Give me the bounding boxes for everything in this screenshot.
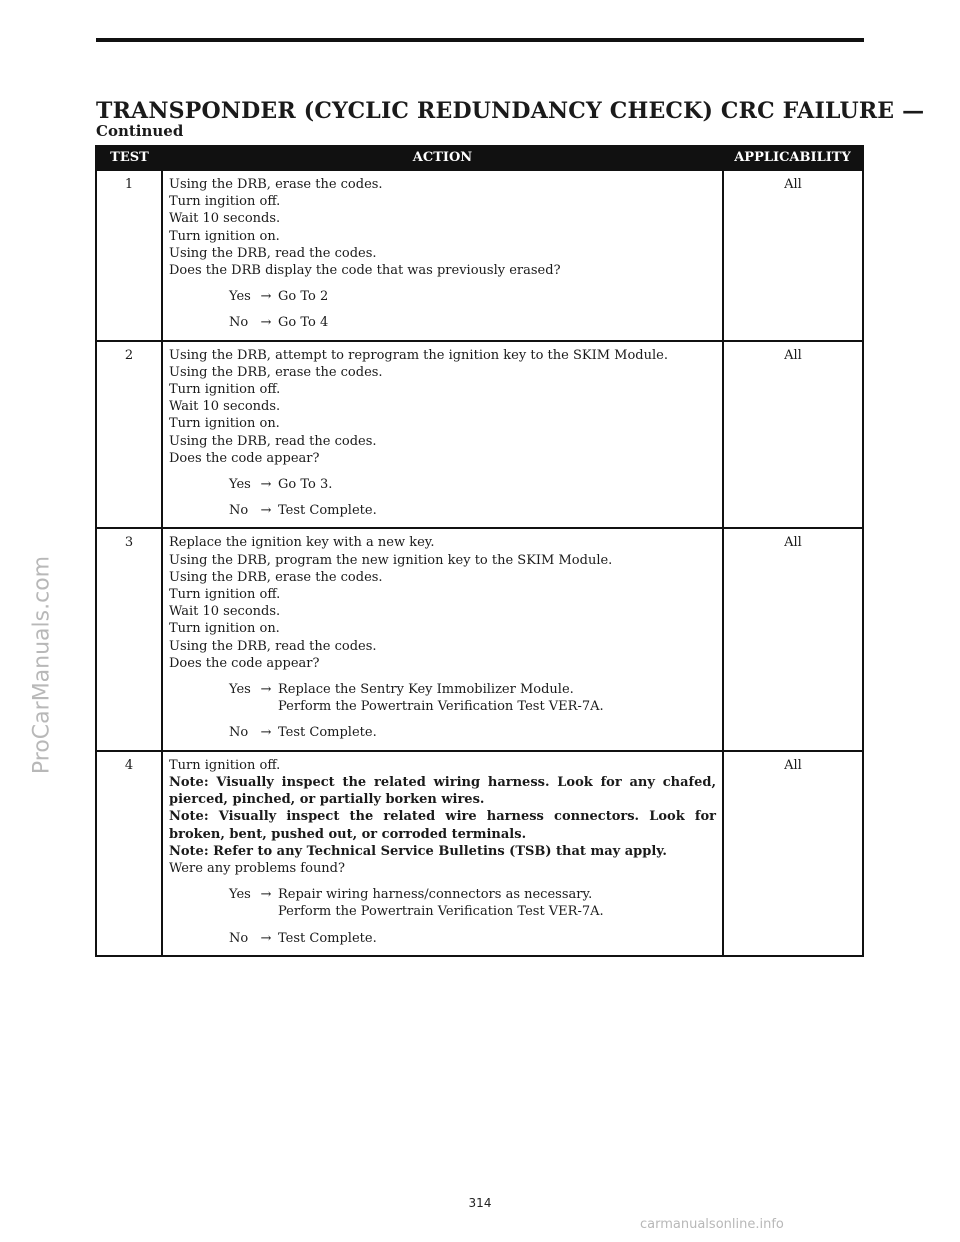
result-action-line: Go To 2: [278, 289, 329, 305]
arrow-right-icon: →: [260, 477, 272, 493]
table-header-row: [96, 146, 863, 170]
result-action: [278, 681, 604, 715]
header-test: TEST: [96, 146, 162, 170]
result-yes: [169, 886, 716, 920]
action-cell: [162, 341, 723, 529]
result-action-line: Test Complete.: [278, 725, 377, 741]
action-step: Wait 10 seconds.: [169, 211, 281, 227]
result-action-line: Go To 3.: [278, 477, 333, 493]
test-number: 1: [96, 170, 162, 341]
action-step: Replace the ignition key with a new key.: [169, 535, 435, 551]
action-step: Using the DRB, erase the codes.: [169, 569, 383, 585]
result-answer: Yes: [229, 477, 251, 493]
bottom-watermark: carmanualsonline.info: [640, 1217, 784, 1232]
result-list: [169, 886, 716, 947]
action-step: Does the DRB display the code that was previously erased?: [169, 263, 561, 279]
table-row: [96, 751, 863, 956]
applicability-cell: All: [723, 341, 863, 529]
result-answer: Yes: [229, 682, 251, 698]
action-step: Using the DRB, attempt to reprogram the ignition key to the SKIM Module.: [169, 347, 668, 363]
action-step: Using the DRB, read the codes.: [169, 245, 377, 261]
action-step: Turn ignition off.: [169, 757, 281, 773]
applicability-cell: All: [723, 528, 863, 750]
arrow-right-icon: →: [260, 289, 272, 305]
result-action-line: Go To 4: [278, 315, 329, 331]
applicability-cell: All: [723, 170, 863, 341]
result-action: [278, 288, 328, 305]
side-watermark: [30, 0, 54, 1242]
result-action: [278, 502, 377, 519]
table-row: [96, 170, 863, 341]
result-no: [169, 502, 716, 519]
action-step: Using the DRB, read the codes.: [169, 638, 377, 654]
result-action-line: Replace the Sentry Key Immobilizer Module.: [278, 682, 574, 698]
header-applicability: APPLICABILITY: [723, 146, 863, 170]
result-list: [169, 288, 716, 331]
result-action-line: Test Complete.: [278, 503, 377, 519]
action-note: Note: Visually inspect the related wiring harness. Look for any chafed, pierced, pinched, or partially borken wires.: [169, 774, 716, 808]
arrow-right-icon: →: [260, 682, 272, 698]
result-answer: No: [229, 725, 249, 741]
side-watermark-text: ProCarManuals.com: [29, 555, 55, 775]
table-body: [96, 170, 863, 956]
action-step: Turn ignition on.: [169, 228, 280, 244]
result-no: [169, 314, 716, 331]
page-subtitle: Continued: [96, 122, 184, 140]
action-note: Note: Refer to any Technical Service Bulletins (TSB) that may apply.: [169, 843, 667, 859]
result-no: [169, 724, 716, 741]
test-number: 3: [96, 528, 162, 750]
arrow-right-icon: →: [260, 887, 272, 903]
action-step: Turn ignition off.: [169, 382, 281, 398]
action-step: Wait 10 seconds.: [169, 399, 281, 415]
table-row: [96, 341, 863, 529]
table-row: [96, 528, 863, 750]
top-rule: [96, 38, 864, 42]
result-action-line: Perform the Powertrain Verification Test VER-7A.: [278, 699, 604, 715]
action-step: Does the code appear?: [169, 655, 320, 671]
action-cell: [162, 170, 723, 341]
result-list: [169, 681, 716, 742]
result-action: [278, 314, 328, 331]
arrow-right-icon: →: [260, 503, 272, 519]
page-title: TRANSPONDER (CYCLIC REDUNDANCY CHECK) CRC FAILURE —: [96, 98, 925, 124]
arrow-right-icon: →: [260, 725, 272, 741]
result-yes: [169, 288, 716, 305]
result-list: [169, 476, 716, 519]
result-yes: [169, 681, 716, 715]
result-answer: No: [229, 315, 249, 331]
result-action: [278, 886, 604, 920]
action-step: Using the DRB, read the codes.: [169, 433, 377, 449]
result-answer: Yes: [229, 289, 251, 305]
header-action: ACTION: [162, 146, 723, 170]
action-step: Turn ingition off.: [169, 194, 281, 210]
action-step: Does the code appear?: [169, 450, 320, 466]
page-number: 314: [468, 1196, 492, 1210]
arrow-right-icon: →: [260, 315, 272, 331]
result-no: [169, 930, 716, 947]
result-answer: No: [229, 930, 249, 946]
arrow-right-icon: →: [260, 930, 272, 946]
action-step: Using the DRB, program the new ignition key to the SKIM Module.: [169, 552, 613, 568]
action-step: Wait 10 seconds.: [169, 604, 281, 620]
test-number: 2: [96, 341, 162, 529]
action-step: Using the DRB, erase the codes.: [169, 364, 383, 380]
action-note: Note: Visually inspect the related wire harness connectors. Look for broken, bent, pushed out, or corroded terminals.: [169, 809, 716, 842]
procedure-table: [95, 145, 864, 957]
action-cell: [162, 751, 723, 956]
action-step: Turn ignition off.: [169, 587, 281, 603]
result-yes: [169, 476, 716, 493]
result-answer: Yes: [229, 887, 251, 903]
action-step: Turn ignition on.: [169, 621, 280, 637]
applicability-cell: All: [723, 751, 863, 956]
result-action: [278, 724, 377, 741]
result-action-line: Test Complete.: [278, 930, 377, 946]
action-question: Were any problems found?: [169, 860, 345, 876]
test-number: 4: [96, 751, 162, 956]
result-action: [278, 930, 377, 947]
result-action-line: Perform the Powertrain Verification Test VER-7A.: [278, 904, 604, 920]
action-step: Using the DRB, erase the codes.: [169, 177, 383, 192]
action-cell: [162, 528, 723, 750]
action-step: Turn ignition on.: [169, 416, 280, 432]
result-action-line: Repair wiring harness/connectors as necessary.: [278, 887, 593, 903]
result-action: [278, 476, 332, 493]
result-answer: No: [229, 503, 249, 519]
